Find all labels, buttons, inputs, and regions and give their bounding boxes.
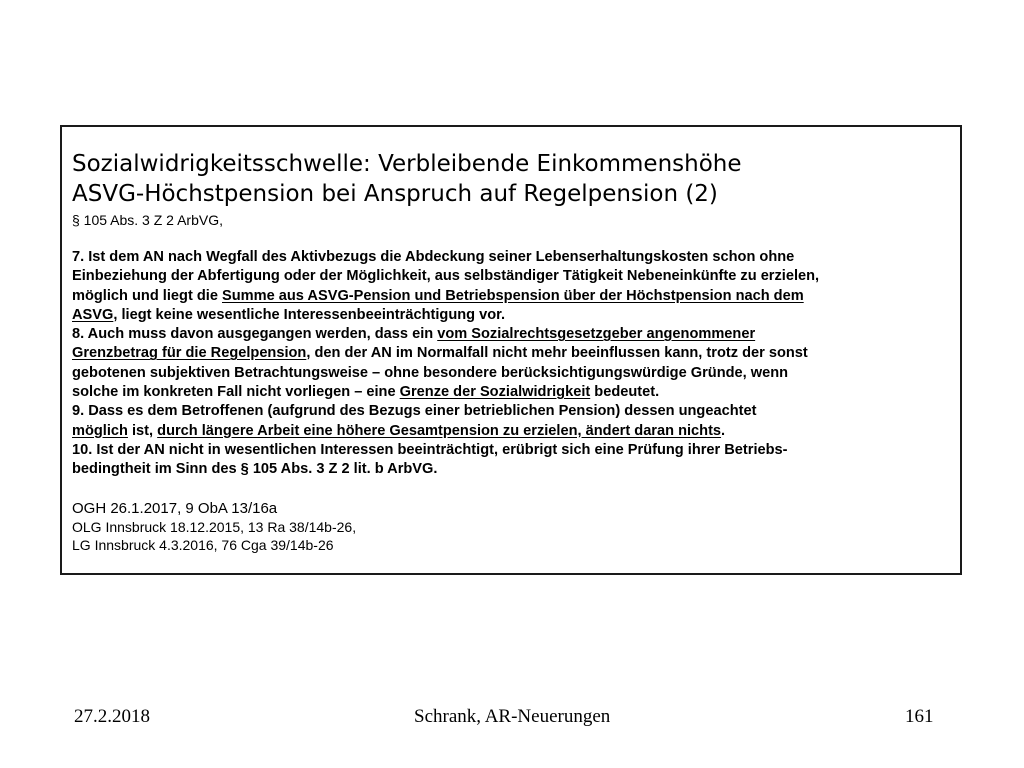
footer-author-title: Schrank, AR-Neuerungen xyxy=(414,706,611,727)
text-segment: 10. Ist der AN nicht in wesentlichen Interessen beeinträchtigt, erübrigt sich eine Prüfung ihrer Betriebs- xyxy=(72,441,788,458)
text-segment: möglich und liegt die xyxy=(72,287,222,304)
paragraph-line xyxy=(72,441,952,460)
paragraph-line xyxy=(72,325,952,344)
slide-title-line-1: Sozialwidrigkeitsschwelle: Verbleibende Einkommenshöhe xyxy=(72,151,742,177)
text-segment: . xyxy=(721,422,726,439)
text-segment: , liegt keine wesentliche Interessenbeeinträchtigung vor. xyxy=(113,306,506,323)
paragraph-line xyxy=(72,248,952,267)
case-reference-ogh: OGH 26.1.2017, 9 ObA 13/16a xyxy=(72,499,278,517)
paragraph-line xyxy=(72,364,952,383)
statute-citation: § 105 Abs. 3 Z 2 ArbVG, xyxy=(72,212,223,228)
slide-title-line-2: ASVG-Höchstpension bei Anspruch auf Regelpension (2) xyxy=(72,181,718,207)
underlined-text: vom Sozialrechtsgesetzgeber angenommener xyxy=(437,326,756,343)
text-segment: 8. Auch muss davon ausgegangen werden, dass ein xyxy=(72,326,438,343)
text-segment: bedingtheit im Sinn des § 105 Abs. 3 Z 2 lit. b ArbVG. xyxy=(72,461,438,478)
paragraph-line xyxy=(72,306,952,325)
underlined-text: Summe aus ASVG-Pension und Betriebspension über der Höchstpension nach dem xyxy=(222,287,804,304)
text-segment: 9. Dass es dem Betroffenen (aufgrund des Bezugs einer betrieblichen Pension) dessen ungeachtet xyxy=(72,403,757,420)
case-reference-lg: LG Innsbruck 4.3.2016, 76 Cga 39/14b-26 xyxy=(72,536,334,553)
numbered-paragraphs xyxy=(72,248,952,480)
case-references xyxy=(72,499,960,554)
text-segment: Einbeziehung der Abfertigung oder der Möglichkeit, aus selbständiger Tätigkeit Nebeneinkünfte zu erzielen, xyxy=(72,268,820,285)
paragraph-line xyxy=(72,287,952,306)
underlined-text: möglich xyxy=(72,422,128,439)
underlined-text: Grenze der Sozialwidrigkeit xyxy=(399,384,591,401)
text-segment: gebotenen subjektiven Betrachtungsweise – ohne besondere berücksichtigungswürdige Gründe, wenn xyxy=(72,364,789,381)
text-segment: 7. Ist dem AN nach Wegfall des Aktivbezugs die Abdeckung seiner Lebenserhaltungskosten schon ohne xyxy=(72,249,795,265)
underlined-text: Grenzbetrag für die Regelpension xyxy=(72,345,307,362)
paragraph-line xyxy=(72,344,952,363)
case-reference-olg: OLG Innsbruck 18.12.2015, 13 Ra 38/14b-26, xyxy=(72,518,357,535)
slide-content-box xyxy=(60,125,962,575)
text-segment: , den der AN im Normalfall nicht mehr beeinflussen kann, trotz der sonst xyxy=(306,345,808,362)
underlined-text: durch längere Arbeit eine höhere Gesamtpension zu erzielen, ändert daran nichts xyxy=(157,422,722,439)
paragraph-line xyxy=(72,267,952,286)
underlined-text: ASVG xyxy=(72,306,114,323)
text-segment: ist, xyxy=(127,422,158,439)
paragraph-line xyxy=(72,460,952,479)
text-segment: solche im konkreten Fall nicht vorliegen – eine xyxy=(72,384,400,401)
footer-date: 27.2.2018 xyxy=(74,706,150,727)
text-segment: bedeutet. xyxy=(590,384,660,401)
paragraph-line xyxy=(72,422,952,441)
paragraph-line xyxy=(72,383,952,402)
footer-page-number: 161 xyxy=(905,706,934,727)
paragraph-line xyxy=(72,402,952,421)
